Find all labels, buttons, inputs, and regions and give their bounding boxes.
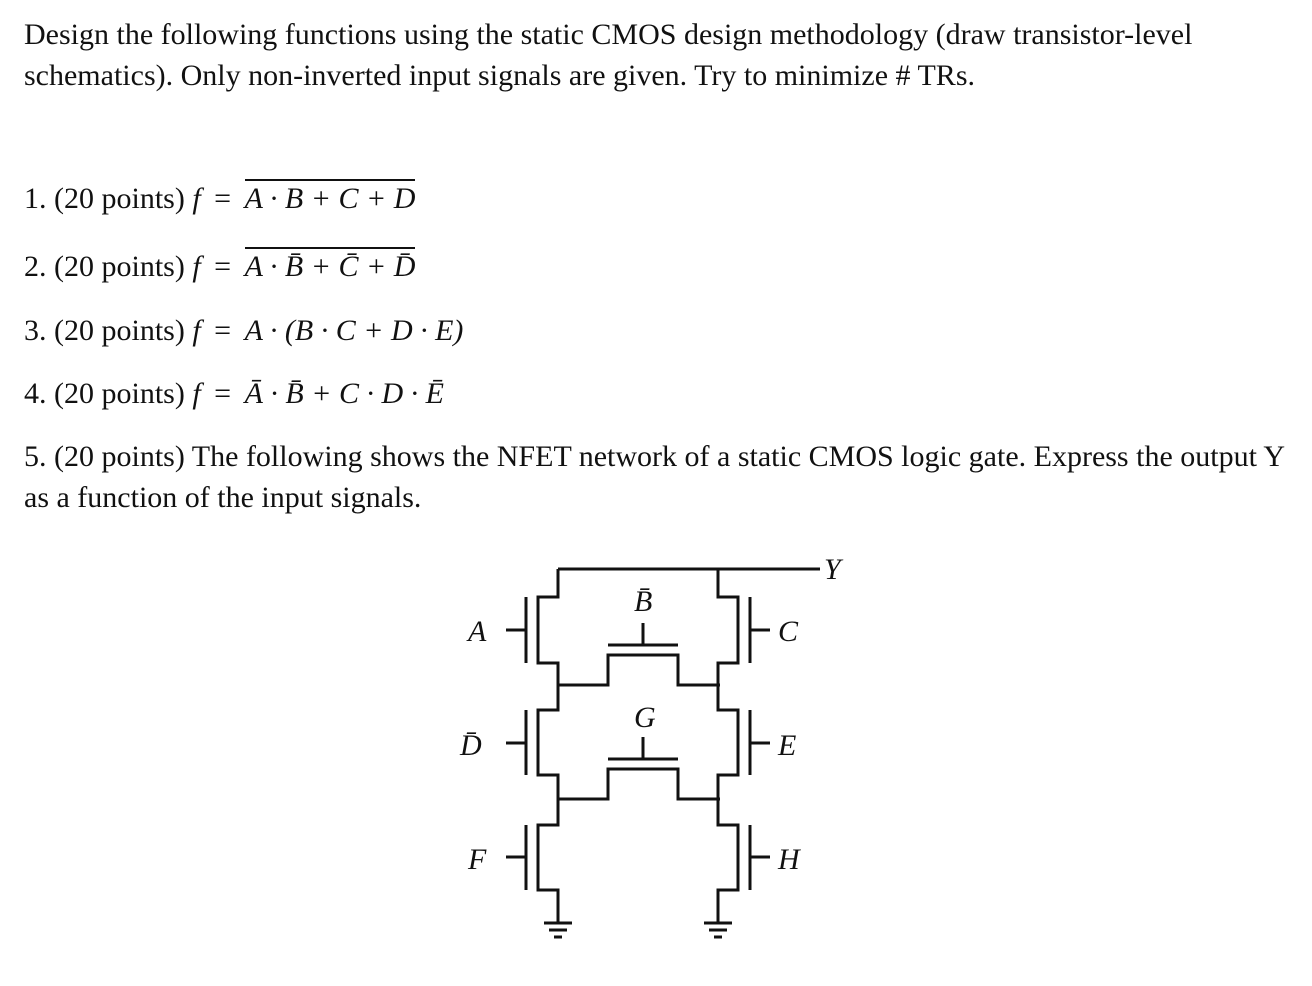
left-transistor-a xyxy=(538,569,558,687)
problem-1-eq: = xyxy=(214,182,232,215)
problem-5 xyxy=(24,436,1294,518)
problem-3 xyxy=(24,310,463,351)
problem-5-label: 5. (20 points) xyxy=(24,440,185,473)
input-label-e: E xyxy=(778,729,797,762)
problem-1 xyxy=(24,178,415,219)
bridge-transistor-bbar xyxy=(558,655,720,685)
input-label-g: G xyxy=(634,701,656,734)
problem-4-expression: Ā · B̄ + C · D · Ē xyxy=(244,377,444,410)
problem-4-lhs: f xyxy=(192,377,201,410)
right-transistor-e xyxy=(718,687,738,799)
left-transistor-dbar xyxy=(538,687,558,799)
right-gate-e xyxy=(750,710,770,775)
bridge-gate-bbar xyxy=(608,623,678,645)
right-ground xyxy=(704,915,732,937)
problem-3-label: 3. (20 points) xyxy=(24,314,185,347)
problem-2-label: 2. (20 points) xyxy=(24,250,185,283)
input-label-h: H xyxy=(778,843,800,876)
left-ground xyxy=(544,915,572,937)
bridge-gate-g xyxy=(608,737,678,759)
problem-3-expression: A · (B · C + D · E) xyxy=(244,314,464,347)
left-gate-dbar xyxy=(506,710,526,775)
problem-2 xyxy=(24,246,415,287)
problem-2-lhs: f xyxy=(192,250,201,283)
intro-text: Design the following functions using the static CMOS design methodology (draw transistor-level schematics). Only non-inverted input signals are given. Try to minimize # TRs. xyxy=(24,18,1193,92)
problem-1-expression: A · B + C + D xyxy=(245,179,416,215)
right-transistor-c xyxy=(718,569,738,687)
problem-2-eq: = xyxy=(214,250,232,283)
left-gate-f xyxy=(506,825,526,890)
bridge-transistor-g xyxy=(558,769,720,799)
problem-1-label: 1. (20 points) xyxy=(24,182,185,215)
left-gate-a xyxy=(506,597,526,663)
right-transistor-h xyxy=(718,799,738,915)
right-gate-h xyxy=(750,825,770,890)
nfet-schematic xyxy=(440,545,860,945)
left-transistor-f xyxy=(538,799,558,915)
problem-4 xyxy=(24,373,444,414)
problem-4-eq: = xyxy=(214,377,232,410)
input-label-a: A xyxy=(468,615,487,648)
input-label-bbar: B̄ xyxy=(634,585,653,618)
problem-2-expression: A · B̄ + C̄ + D̄ xyxy=(245,247,416,283)
output-label-y: Y xyxy=(824,553,841,586)
input-label-f: F xyxy=(468,843,487,876)
problem-4-label: 4. (20 points) xyxy=(24,377,185,410)
problem-5-text: The following shows the NFET network of a static CMOS logic gate. Express the output Y as a function of the input signals. xyxy=(24,440,1284,514)
input-label-dbar: D̄ xyxy=(460,729,482,762)
problem-3-lhs: f xyxy=(192,314,201,347)
problem-1-lhs: f xyxy=(192,182,201,215)
input-label-c: C xyxy=(778,615,799,648)
schematic-wires xyxy=(506,569,820,937)
right-gate-c xyxy=(750,597,770,663)
problem-3-eq: = xyxy=(214,314,232,347)
